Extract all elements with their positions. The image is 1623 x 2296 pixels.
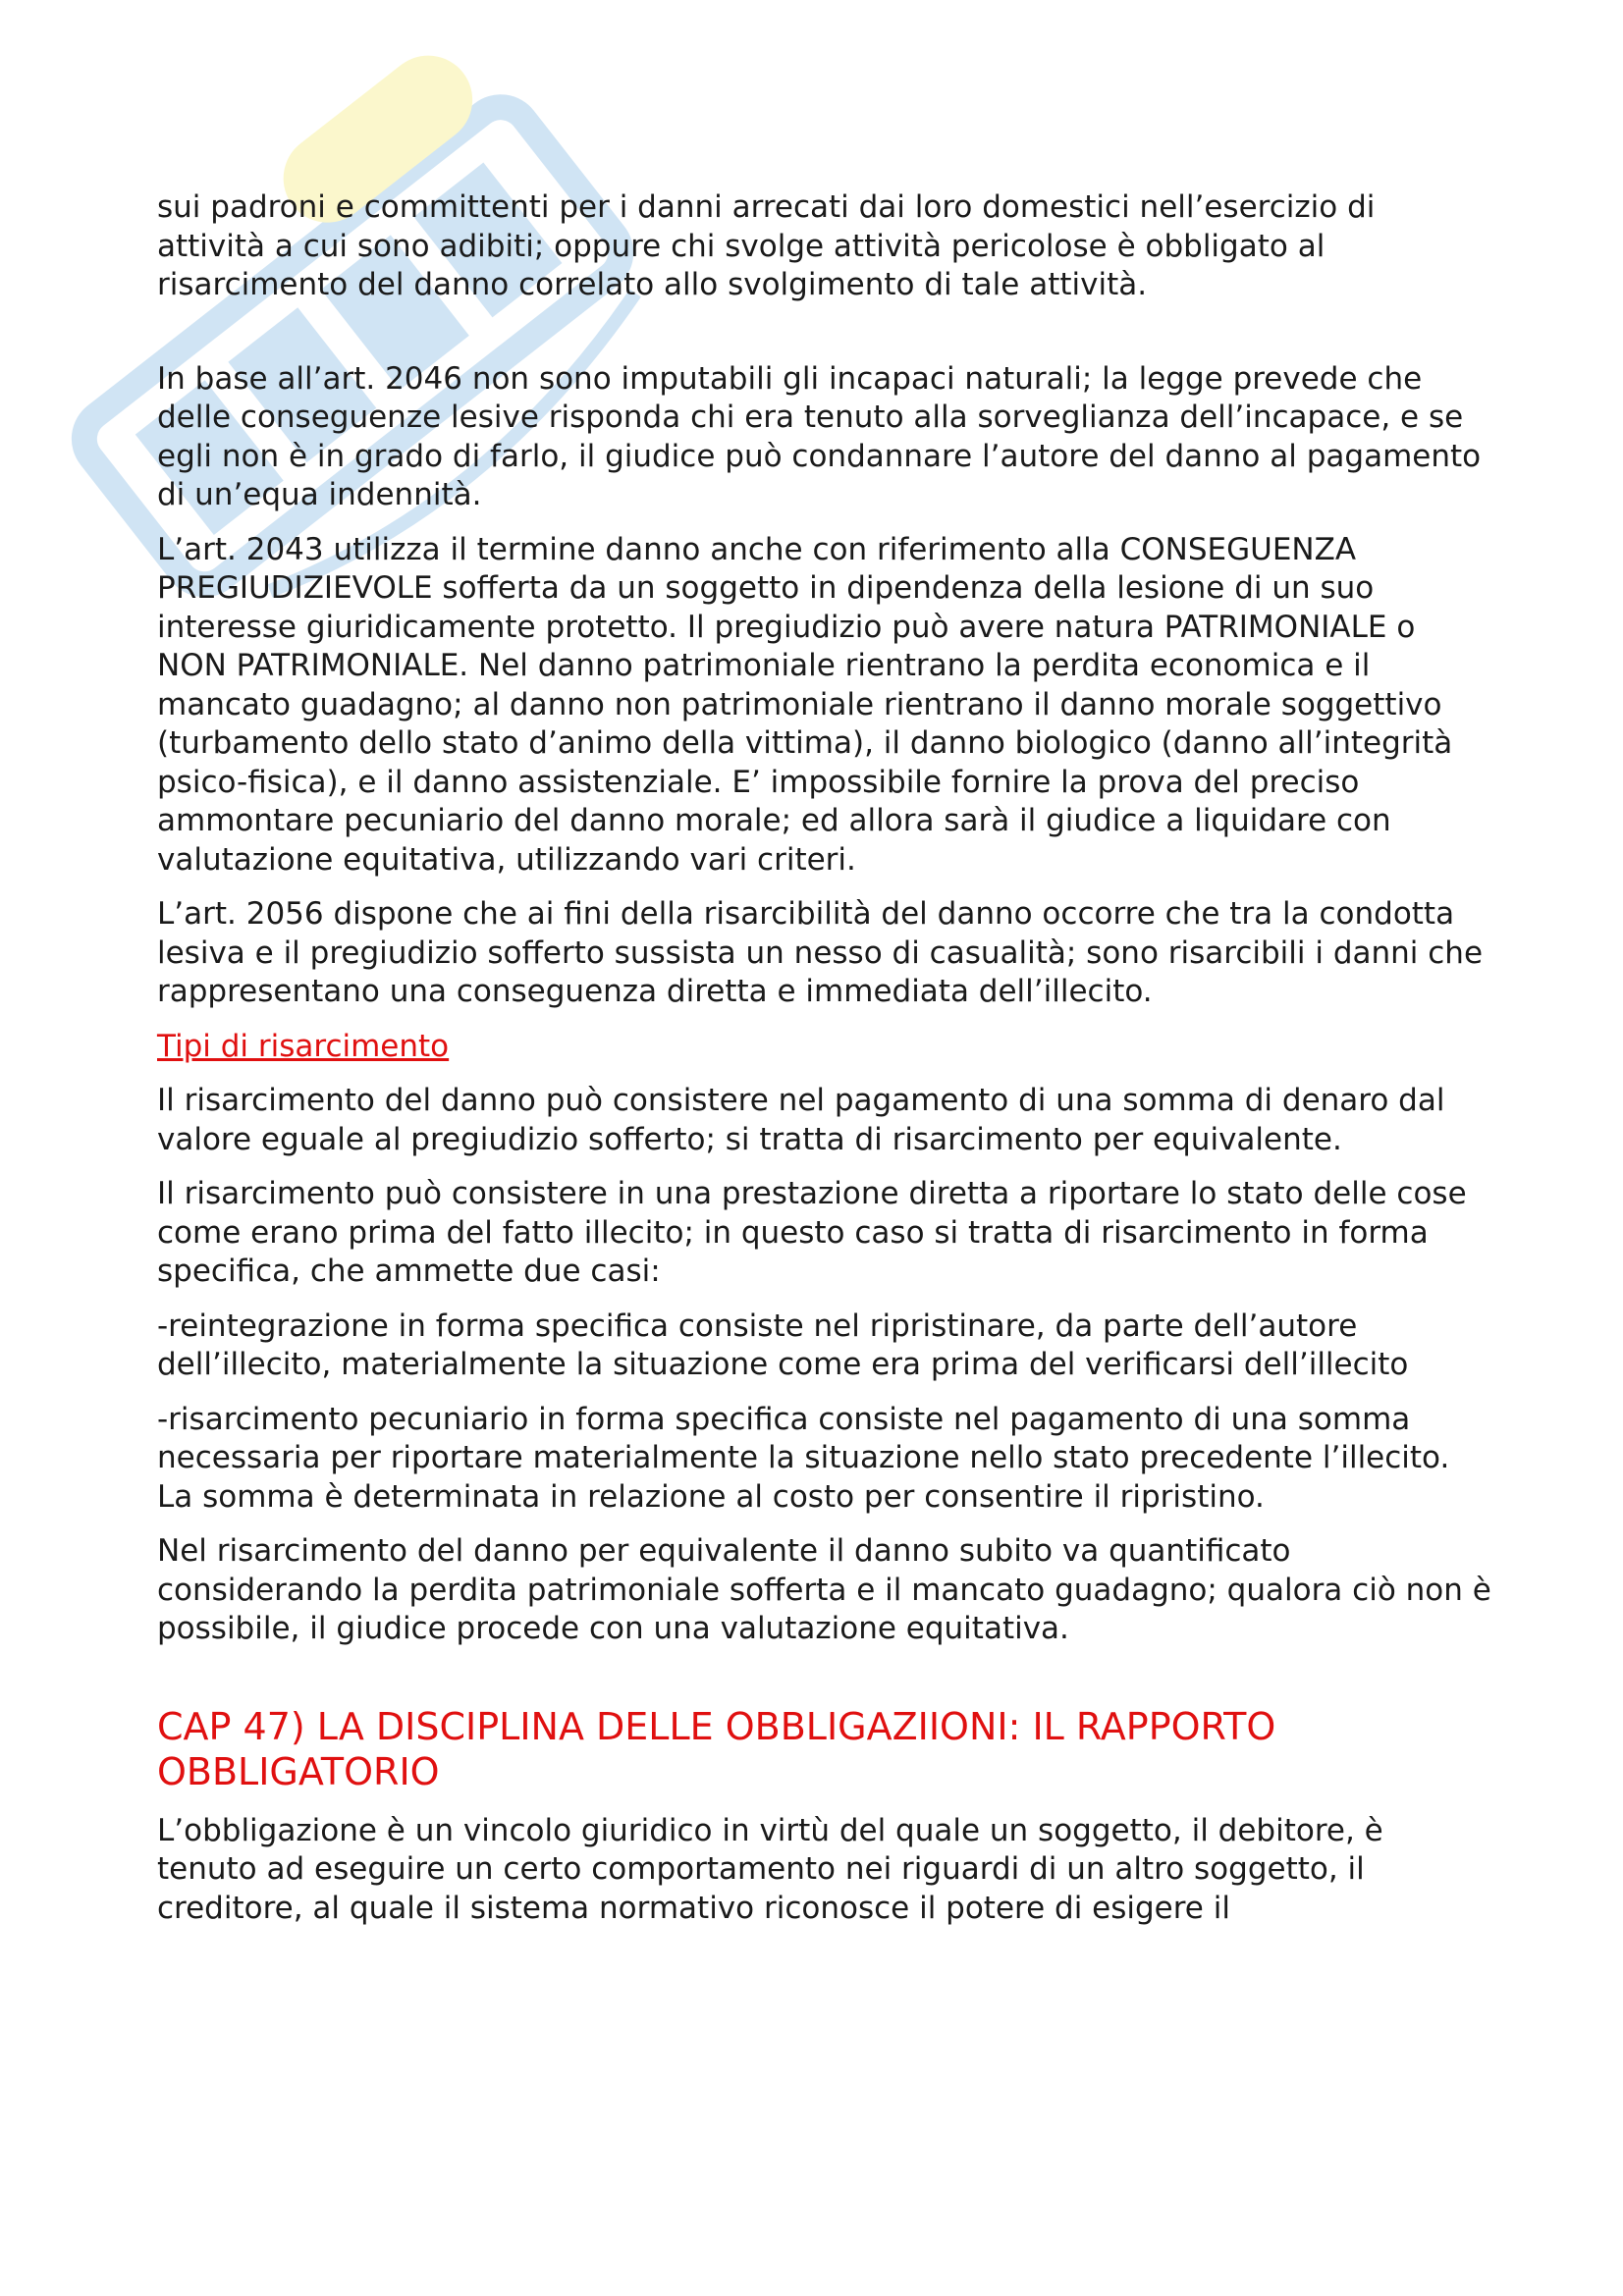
paragraph-risarcimento-pecuniario: -risarcimento pecuniario in forma specifica consiste nel pagamento di una somma necessaria per riportare materialmente la situazione nello stato precedente l’illecito. La somma è determinata in relazione al costo per consentire il ripristino.: [157, 1401, 1450, 1515]
document-page: [157, 188, 1492, 1944]
section-heading-tipi-di-risarcimento[interactable]: Tipi di risarcimento: [157, 1028, 450, 1064]
paragraph-art-2043: L’art. 2043 utilizza il termine danno anche con riferimento alla CONSEGUENZA PREGIUDIZIEVOLE sofferta da un soggetto in dipendenza della lesione di un suo interesse giuridicamente protetto. Il pregiudizio può avere natura PATRIMONIALE o NON PATRIMONIALE. Nel danno patrimoniale rientrano la perdita economica e il mancato guadagno; al danno non patrimoniale rientrano il danno morale soggettivo (turbamento dello stato d’animo della vittima), il danno biologico (danno all’integrità psico-fisica), e il danno assistenziale. E’ impossibile fornire la prova del preciso ammontare pecuniario del danno morale; ed allora sarà il giudice a liquidare con valutazione equitativa, utilizzando vari criteri.: [157, 531, 1453, 878]
paragraph-danno-per-equivalente: Nel risarcimento del danno per equivalente il danno subito va quantificato considerando la perdita patrimoniale sofferta e il mancato guadagno; qualora ciò non è possibile, il giudice procede con una valutazione equitativa.: [157, 1533, 1491, 1646]
paragraph-obbligazione: L’obbligazione è un vincolo giuridico in virtù del quale un soggetto, il debitore, è tenuto ad eseguire un certo comportamento nei riguardi di un altro soggetto, il creditore, al quale il sistema normativo riconosce il potere di esigere il: [157, 1812, 1383, 1926]
paragraph-spacer: [157, 321, 1492, 360]
paragraph-art-2056: L’art. 2056 dispone che ai fini della risarcibilità del danno occorre che tra la condotta lesiva e il pregiudizio sofferto sussista un nesso di casualità; sono risarcibili i danni che rappresentano una conseguenza diretta e immediata dell’illecito.: [157, 896, 1484, 1009]
paragraph-risarcimento-equivalente: Il risarcimento del danno può consistere nel pagamento di una somma di denaro dal valore eguale al pregiudizio sofferto; si tratta di risarcimento per equivalente.: [157, 1083, 1445, 1157]
chapter-heading: CAP 47) LA DISCIPLINA DELLE OBBLIGAZIIONI: IL RAPPORTO OBBLIGATORIO: [157, 1704, 1276, 1793]
paragraph-risarcimento-forma-specifica: Il risarcimento può consistere in una prestazione diretta a riportare lo stato delle cose come erano prima del fatto illecito; in questo caso si tratta di risarcimento in forma specifica, che ammette due casi:: [157, 1176, 1467, 1289]
paragraph-responsabilita-padroni: sui padroni e committenti per i danni arrecati dai loro domestici nell’esercizio di attività a cui sono adibiti; oppure chi svolge attività pericolose è obbligato al risarcimento del danno correlato allo svolgimento di tale attività.: [157, 189, 1376, 302]
paragraph-reintegrazione: -reintegrazione in forma specifica consiste nel ripristinare, da parte dell’autore dell’illecito, materialmente la situazione come era prima del verificarsi dell’illecito: [157, 1308, 1409, 1382]
paragraph-art-2046: In base all’art. 2046 non sono imputabili gli incapaci naturali; la legge prevede che delle conseguenze lesive risponda chi era tenuto alla sorveglianza dell’incapace, e se egli non è in grado di farlo, il giudice può condannare l’autore del danno al pagamento di un’equa indennità.: [157, 360, 1482, 512]
